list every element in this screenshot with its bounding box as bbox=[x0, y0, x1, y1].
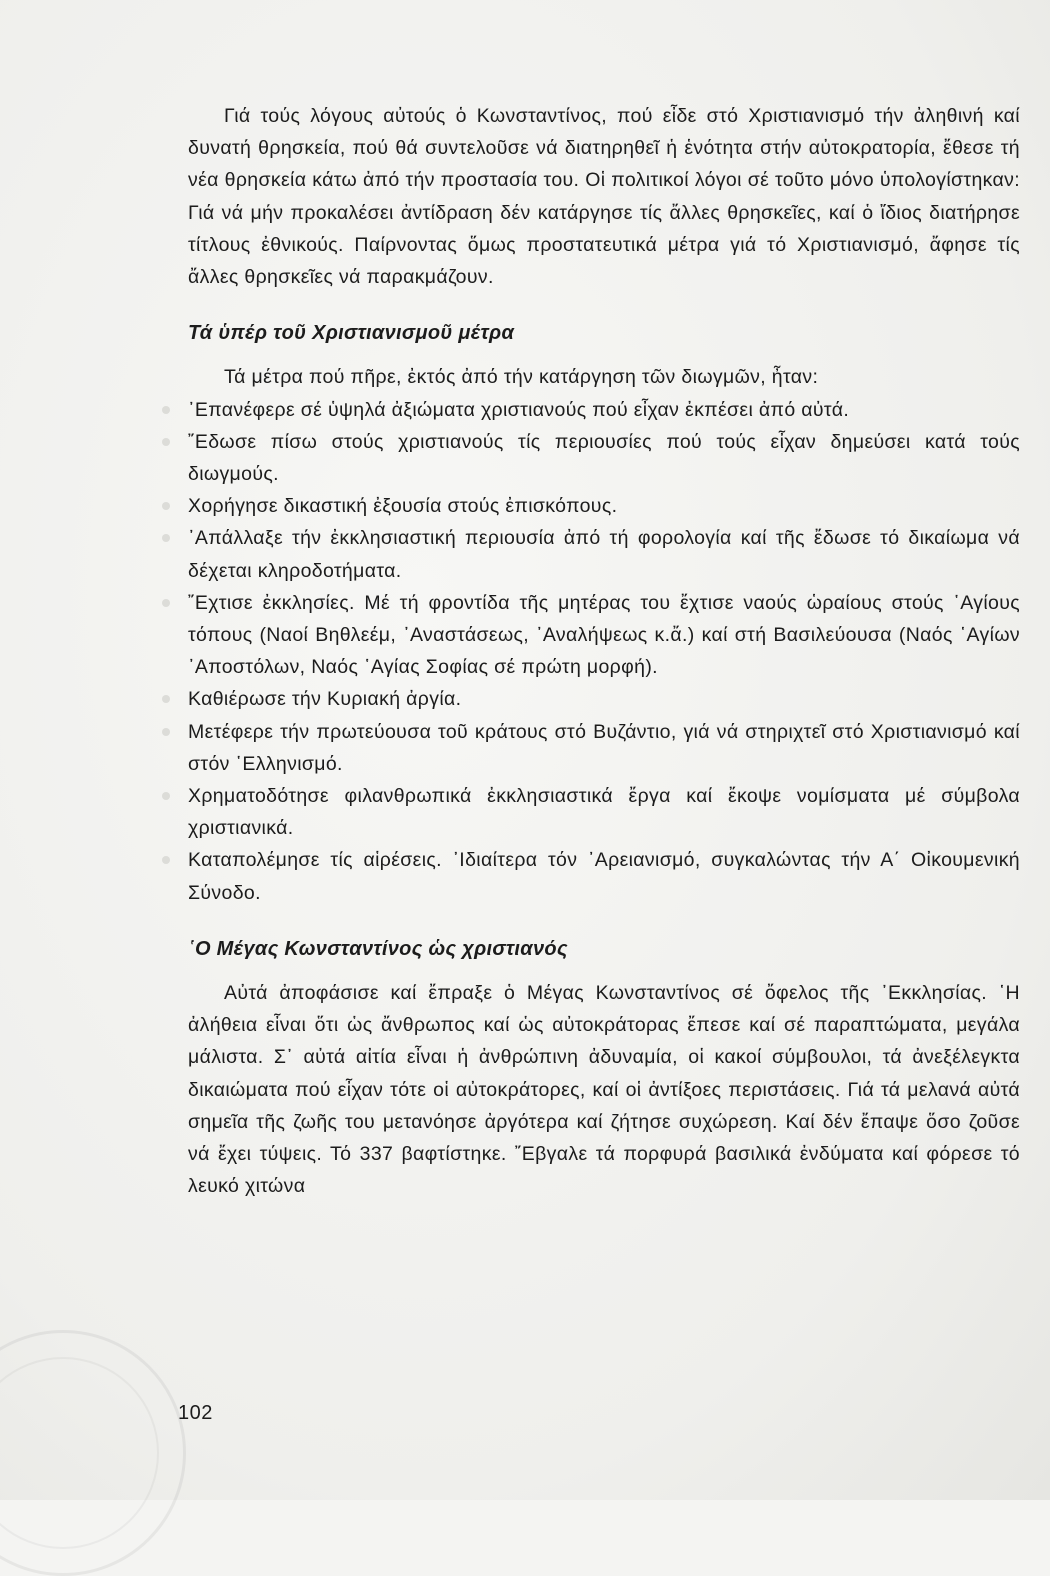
list-item bbox=[188, 683, 1020, 715]
list-item-text: Καθιέρωσε τήν Κυριακή ἀργία. bbox=[188, 688, 462, 711]
bullet-icon bbox=[162, 856, 170, 864]
list-item bbox=[188, 522, 1020, 586]
list-item bbox=[188, 844, 1020, 908]
text-body bbox=[188, 100, 1020, 1203]
bullet-icon bbox=[162, 406, 170, 414]
bullet-icon bbox=[162, 502, 170, 510]
list-item-text: Καταπολέμησε τίς αἱρέσεις. ᾽Ιδιαίτερα τόν ᾽Αρειανισμό, συγκαλώντας τήν Α΄ Οἰκουμενική Σύνοδο. bbox=[188, 849, 1020, 904]
list-item-text: ᾽Απάλλαξε τήν ἐκκλησιαστική περιουσία ἀπό τή φορολογία καί τῆς ἔδωσε τό δικαίωμα νά δέχεται κληροδοτήματα. bbox=[188, 527, 1020, 582]
bullet-icon bbox=[162, 599, 170, 607]
library-stamp bbox=[0, 1330, 186, 1576]
section-heading-measures: Τά ὑπέρ τοῦ Χριστιανισμοῦ μέτρα bbox=[188, 322, 515, 345]
page-number: 102 bbox=[178, 1402, 213, 1424]
list-item-text: ῎Εδωσε πίσω στούς χριστιανούς τίς περιουσίες πού τούς εἶχαν δημεύσει κατά τούς διωγμούς. bbox=[188, 430, 1020, 486]
list-item-text: Χορήγησε δικαστική ἐξουσία στούς ἐπισκόπους. bbox=[188, 495, 618, 518]
paragraph-2: Αὐτά ἀποφάσισε καί ἔπραξε ὁ Μέγας Κωνσταντίνος σέ ὄφελος τῆς ᾽Εκκλησίας. ῾Η ἀλήθεια εἶναι ὅτι ὡς ἄνθρωπος καί ὡς αὐτοκράτορας ἔπεσε καί σέ παραπτώματα, μεγάλα μάλιστα. Σ᾽ αὐτά αἰτία εἶναι ἡ ἀνθρώπινη ἀδυναμία, οἱ κακοί σύμβουλοι, τά ἀνεξέλεγκτα δικαιώματα πού εἶχαν τότε οἱ αὐτοκράτορες, καί οἱ ἀντίξοες περιστάσεις. Γιά τά μελανά αὐτά σημεῖα τῆς ζωῆς του μετανόησε ἀργότερα καί ζήτησε συχώρεση. Καί δέν ἔπαψε ὅσο ζοῦσε νά ἔχει τύψεις. Τό 337 βαφτίστηκε. ῎Εβγαλε τά πορφυρά βασιλικά ἐνδύματα καί φόρεσε τό λευκό χιτώνα bbox=[188, 982, 1020, 1198]
measures-intro: Τά μέτρα πού πῆρε, ἐκτός ἀπό τήν κατάργηση τῶν διωγμῶν, ἦταν: bbox=[224, 366, 819, 389]
bullet-icon bbox=[162, 728, 170, 736]
list-item-text: Μετέφερε τήν πρωτεύουσα τοῦ κράτους στό Βυζάντιο, γιά νά στηριχτεῖ στό Χριστιανισμό καί στόν ῾Ελληνισμό. bbox=[188, 720, 1020, 775]
section-heading-christian: ῾Ο Μέγας Κωνσταντίνος ὡς χριστιανός bbox=[188, 937, 568, 960]
list-item bbox=[188, 394, 1020, 426]
bullet-icon bbox=[162, 695, 170, 703]
list-item-text: ᾽Επανέφερε σέ ὑψηλά ἀξιώματα χριστιανούς πού εἶχαν ἐκπέσει ἀπό αὐτά. bbox=[188, 398, 850, 421]
list-item bbox=[188, 587, 1020, 684]
bullet-icon bbox=[162, 534, 170, 542]
paragraph-1: Γιά τούς λόγους αὐτούς ὁ Κωνσταντίνος, πού εἶδε στό Χριστιανισμό τήν ἀληθινή καί δυνατή θρησκεία, πού θά συντελοῦσε νά διατηρηθεῖ ἡ ἑνότητα στήν αὐτοκρατορία, ἔθεσε τή νέα θρησκεία κάτω ἀπό τήν προστασία του. Οἱ πολιτικοί λόγοι σέ τοῦτο μόνο ὑπολογίστηκαν: Γιά νά μήν προκαλέσει ἀντίδραση δέν κατάργησε τίς ἄλλες θρησκεῖες, καί ὁ ἴδιος διατήρησε τίτλους ἐθνικούς. Παίρνοντας ὅμως προστατευτικά μέτρα γιά τό Χριστιανισμό, ἄφησε τίς ἄλλες θρησκεῖες νά παρακμάζουν. bbox=[188, 105, 1020, 289]
list-item bbox=[188, 716, 1020, 780]
list-item bbox=[188, 780, 1020, 844]
list-item-text: Χρηματοδότησε φιλανθρωπικά ἐκκλησιαστικά ἔργα καί ἔκοψε νομίσματα μέ σύμβολα χριστιανικά. bbox=[188, 785, 1020, 840]
measures-list bbox=[188, 394, 1020, 909]
list-item-text: ῎Εχτισε ἐκκλησίες. Μέ τή φροντίδα τῆς μητέρας του ἔχτισε ναούς ὡραίους στούς ῾Αγίους τόπους (Ναοί Βηθλεέμ, ᾽Αναστάσεως, ᾽Αναλήψεως κ.ἄ.) καί στή Βασιλεύουσα (Ναός ῾Αγίων ᾽Αποστόλων, Ναός ῾Αγίας Σοφίας σέ πρώτη μορφή). bbox=[188, 591, 1020, 679]
list-item bbox=[188, 490, 1020, 522]
bullet-icon bbox=[162, 438, 170, 446]
list-item bbox=[188, 426, 1020, 490]
bullet-icon bbox=[162, 792, 170, 800]
